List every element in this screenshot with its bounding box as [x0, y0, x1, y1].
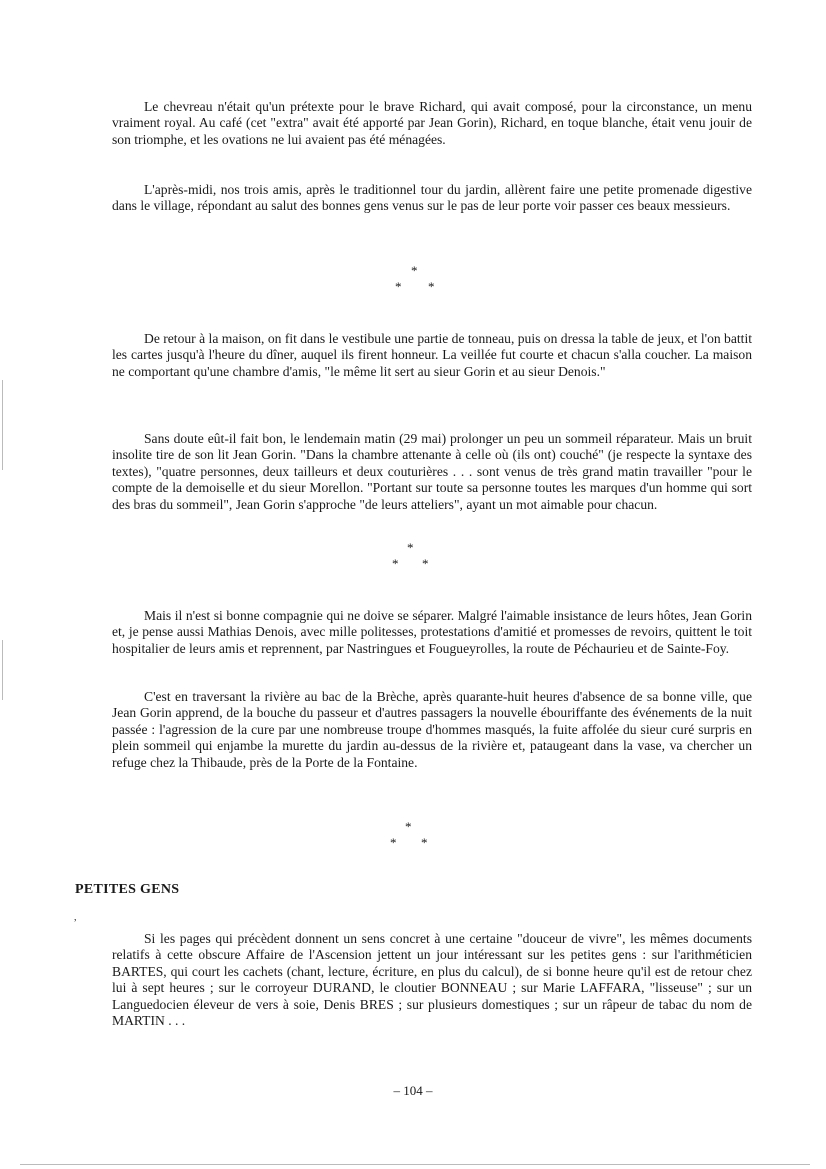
paragraph-7: Si les pages qui précèdent donnent un sens concret à une certaine "douceur de vivre", les mêmes documents relatifs à cette obscure Affaire de l'Ascension jettent un jour intéressant sur les petites gens : sur l'arithméticien BARTES, qui court les cachets (chant, lecture, écriture, en plus du calcul), de si bonne heure qu'il est de retour chez lui à sept heures ; sur le corroyeur DURAND, le cloutier BONNEAU ; sur Marie LAFFARA, "lisseuse" ; sur un Languedocien éleveur de vers à soie, Denis BRES ; sur plusieurs domestiques ; sur un râpeur de tabac du nom de MARTIN . . . [112, 931, 752, 1029]
asterism-1 [392, 264, 452, 294]
paragraph-6: C'est en traversant la rivière au bac de la Brèche, après quarante-huit heures d'absence de sa bonne ville, que Jean Gorin apprend, de la bouche du passeur et d'autres passagers la nouvelle ébouriffante des événements de la nuit passée : l'agression de la cure par une nombreuse troupe d'hommes masqués, la fuite affolée du sieur curé surpris en plein sommeil qui enjambe la murette du jardin au-dessus de la rivière et, pataugeant dans la vase, va chercher un refuge chez la Thibaude, près de la Porte de la Fontaine. [112, 689, 752, 770]
asterism-star: * [392, 556, 399, 571]
asterism-star: * [421, 835, 428, 850]
paragraph-3: De retour à la maison, on fit dans le vestibule une partie de tonneau, puis on dressa la table de jeux, et l'on battit les cartes jusqu'à l'heure du dîner, auquel ils firent honneur. La veillée fut courte et chacun s'alla coucher. La maison ne comportant qu'une chambre d'amis, "le même lit sert au sieur Gorin et au sieur Denois." [112, 331, 752, 379]
asterism-3 [388, 820, 448, 850]
scan-edge-mark [2, 380, 3, 470]
asterism-star: * [422, 556, 429, 571]
asterism-star: * [428, 279, 435, 294]
paragraph-5: Mais il n'est si bonne compagnie qui ne doive se séparer. Malgré l'aimable insistance de leurs hôtes, Jean Gorin et, je pense aussi Mathias Denois, avec mille politesses, protestations d'amitié et promesses de revoirs, quittent le toit hospitalier de leurs amis et reprennent, par Nastringues et Fougueyrolles, la route de Péchaurieu et de Sainte-Foy. [112, 608, 752, 656]
asterism-star: * [405, 819, 412, 834]
section-heading: PETITES GENS [75, 882, 180, 897]
asterism-star: * [395, 279, 402, 294]
asterism-2 [389, 541, 449, 571]
paragraph-2: L'après-midi, nos trois amis, après le traditionnel tour du jardin, allèrent faire une petite promenade digestive dans le village, répondant au salut des bonnes gens venus sur le pas de leur porte voir passer ces beaux messieurs. [112, 182, 752, 214]
scan-edge-mark [2, 640, 3, 700]
asterism-star: * [411, 263, 418, 278]
page-number: – 104 – [393, 1083, 433, 1098]
scan-bottom-edge [20, 1164, 810, 1165]
asterism-star: * [407, 540, 414, 555]
paragraph-4: Sans doute eût-il fait bon, le lendemain matin (29 mai) prolonger un peu un sommeil réparateur. Mais un bruit insolite tire de son lit Jean Gorin. "Dans la chambre attenante à celle où (ils ont) couché" (je respecte la syntaxe des textes), "quatre personnes, deux tailleurs et deux couturières . . . sont venus de très grand matin travailler "pour le compte de la demoiselle et du sieur Morellon. "Portant sur toute sa personne toutes les marques d'un homme qui sort des bras du sommeil", Jean Gorin s'approche "de leurs atteliers", ayant un mot aimable pour chacun. [112, 431, 752, 512]
paragraph-1: Le chevreau n'était qu'un prétexte pour le brave Richard, qui avait composé, pour la circonstance, un menu vraiment royal. Au café (cet "extra" avait été apporté par Jean Gorin), Richard, en toque blanche, était venu jouir de son triomphe, et les ovations ne lui avaient pas été ménagées. [112, 99, 752, 147]
asterism-star: * [390, 835, 397, 850]
stray-mark: , [74, 912, 77, 923]
